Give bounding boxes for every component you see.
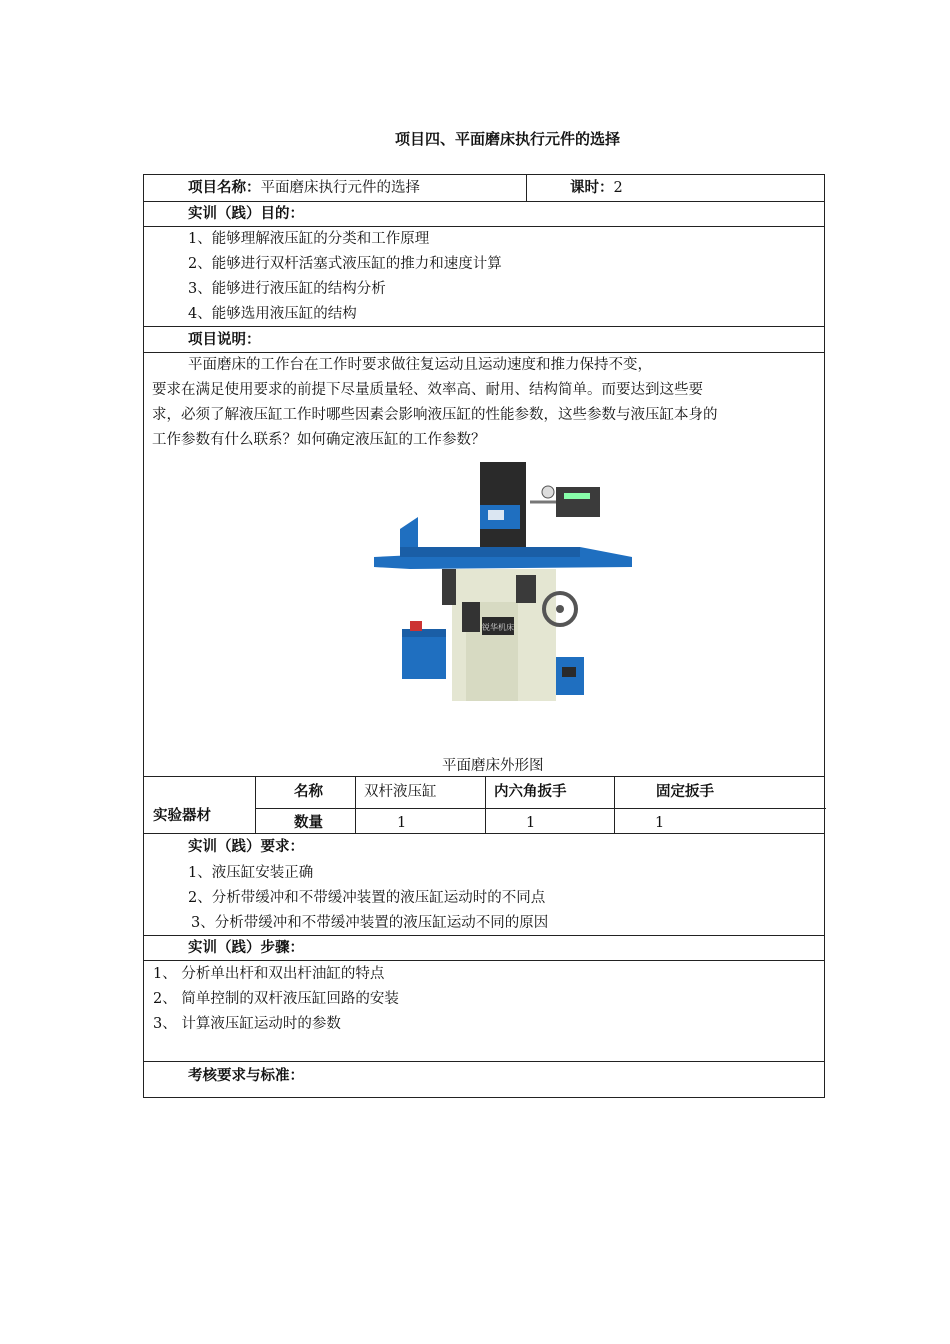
row-divider xyxy=(144,201,824,202)
purpose-item: 1、能够理解液压缸的分类和工作原理 xyxy=(188,231,430,247)
equipment-qty-header: 数量 xyxy=(294,815,323,831)
description-heading: 项目说明： xyxy=(188,332,261,348)
equipment-qty: 1 xyxy=(397,815,407,831)
surface-grinder-image xyxy=(370,457,632,707)
requirement-item: 1、液压缸安装正确 xyxy=(188,865,314,881)
row-divider xyxy=(255,808,826,809)
requirement-item: 3、分析带缓冲和不带缓冲装置的液压缸运动不同的原因 xyxy=(191,915,549,931)
requirement-item: 2、分析带缓冲和不带缓冲装置的液压缸运动时的不同点 xyxy=(188,890,546,906)
steps-heading: 实训（践）步骤： xyxy=(188,940,304,956)
project-name-value: 平面磨床执行元件的选择 xyxy=(260,180,420,196)
row-divider xyxy=(144,960,824,961)
hours-label: 课时： xyxy=(570,180,614,196)
project-name-label: 项目名称： xyxy=(188,180,261,196)
purpose-item: 4、能够选用液压缸的结构 xyxy=(188,306,357,322)
purpose-item: 3、能够进行液压缸的结构分析 xyxy=(188,281,386,297)
assessment-heading: 考核要求与标准： xyxy=(188,1068,304,1084)
equipment-name: 内六角扳手 xyxy=(494,784,567,800)
description-line: 平面磨床的工作台在工作时要求做往复运动且运动速度和推力保持不变， xyxy=(188,357,652,373)
machine-plate: 锐华机床 xyxy=(482,623,514,632)
step-item: 2、 简单控制的双杆液压缸回路的安装 xyxy=(153,991,399,1007)
description-text xyxy=(152,353,818,453)
row-divider xyxy=(144,935,824,936)
row-divider xyxy=(144,833,824,834)
row-divider xyxy=(144,1061,824,1062)
step-item: 3、 计算液压缸运动时的参数 xyxy=(153,1016,341,1032)
requirements-heading: 实训（践）要求： xyxy=(188,839,304,855)
hours-value: 2 xyxy=(613,180,623,196)
project-name-row xyxy=(188,178,420,198)
purpose-item: 2、能够进行双杆活塞式液压缸的推力和速度计算 xyxy=(188,256,502,272)
equipment-qty: 1 xyxy=(526,815,536,831)
equipment-name: 固定扳手 xyxy=(656,784,714,800)
hours-row xyxy=(570,178,623,198)
page-title: 项目四、平面磨床执行元件的选择 xyxy=(394,130,620,148)
lesson-table xyxy=(143,174,825,1098)
equipment-name: 双杆液压缸 xyxy=(364,784,437,800)
col-divider xyxy=(614,776,615,833)
description-line: 求，必须了解液压缸工作时哪些因素会影响液压缸的性能参数，这些参数与液压缸本身的 xyxy=(152,407,718,423)
equipment-qty: 1 xyxy=(655,815,665,831)
col-divider xyxy=(255,776,256,833)
step-item: 1、 分析单出杆和双出杆油缸的特点 xyxy=(153,966,385,982)
row-divider xyxy=(144,326,824,327)
description-line: 工作参数有什么联系？如何确定液压缸的工作参数？ xyxy=(152,432,486,448)
equipment-label: 实验器材 xyxy=(153,808,211,824)
col-divider xyxy=(355,776,356,833)
row-divider xyxy=(144,776,824,777)
row-divider xyxy=(144,226,824,227)
col-divider xyxy=(485,776,486,833)
image-caption: 平面磨床外形图 xyxy=(442,758,544,774)
description-line: 要求在满足使用要求的前提下尽量质量轻、效率高、耐用、结构简单。而要达到这些要 xyxy=(152,382,703,398)
equipment-name-header: 名称 xyxy=(294,784,323,800)
purpose-heading: 实训（践）目的： xyxy=(188,206,304,222)
col-divider xyxy=(526,175,527,201)
